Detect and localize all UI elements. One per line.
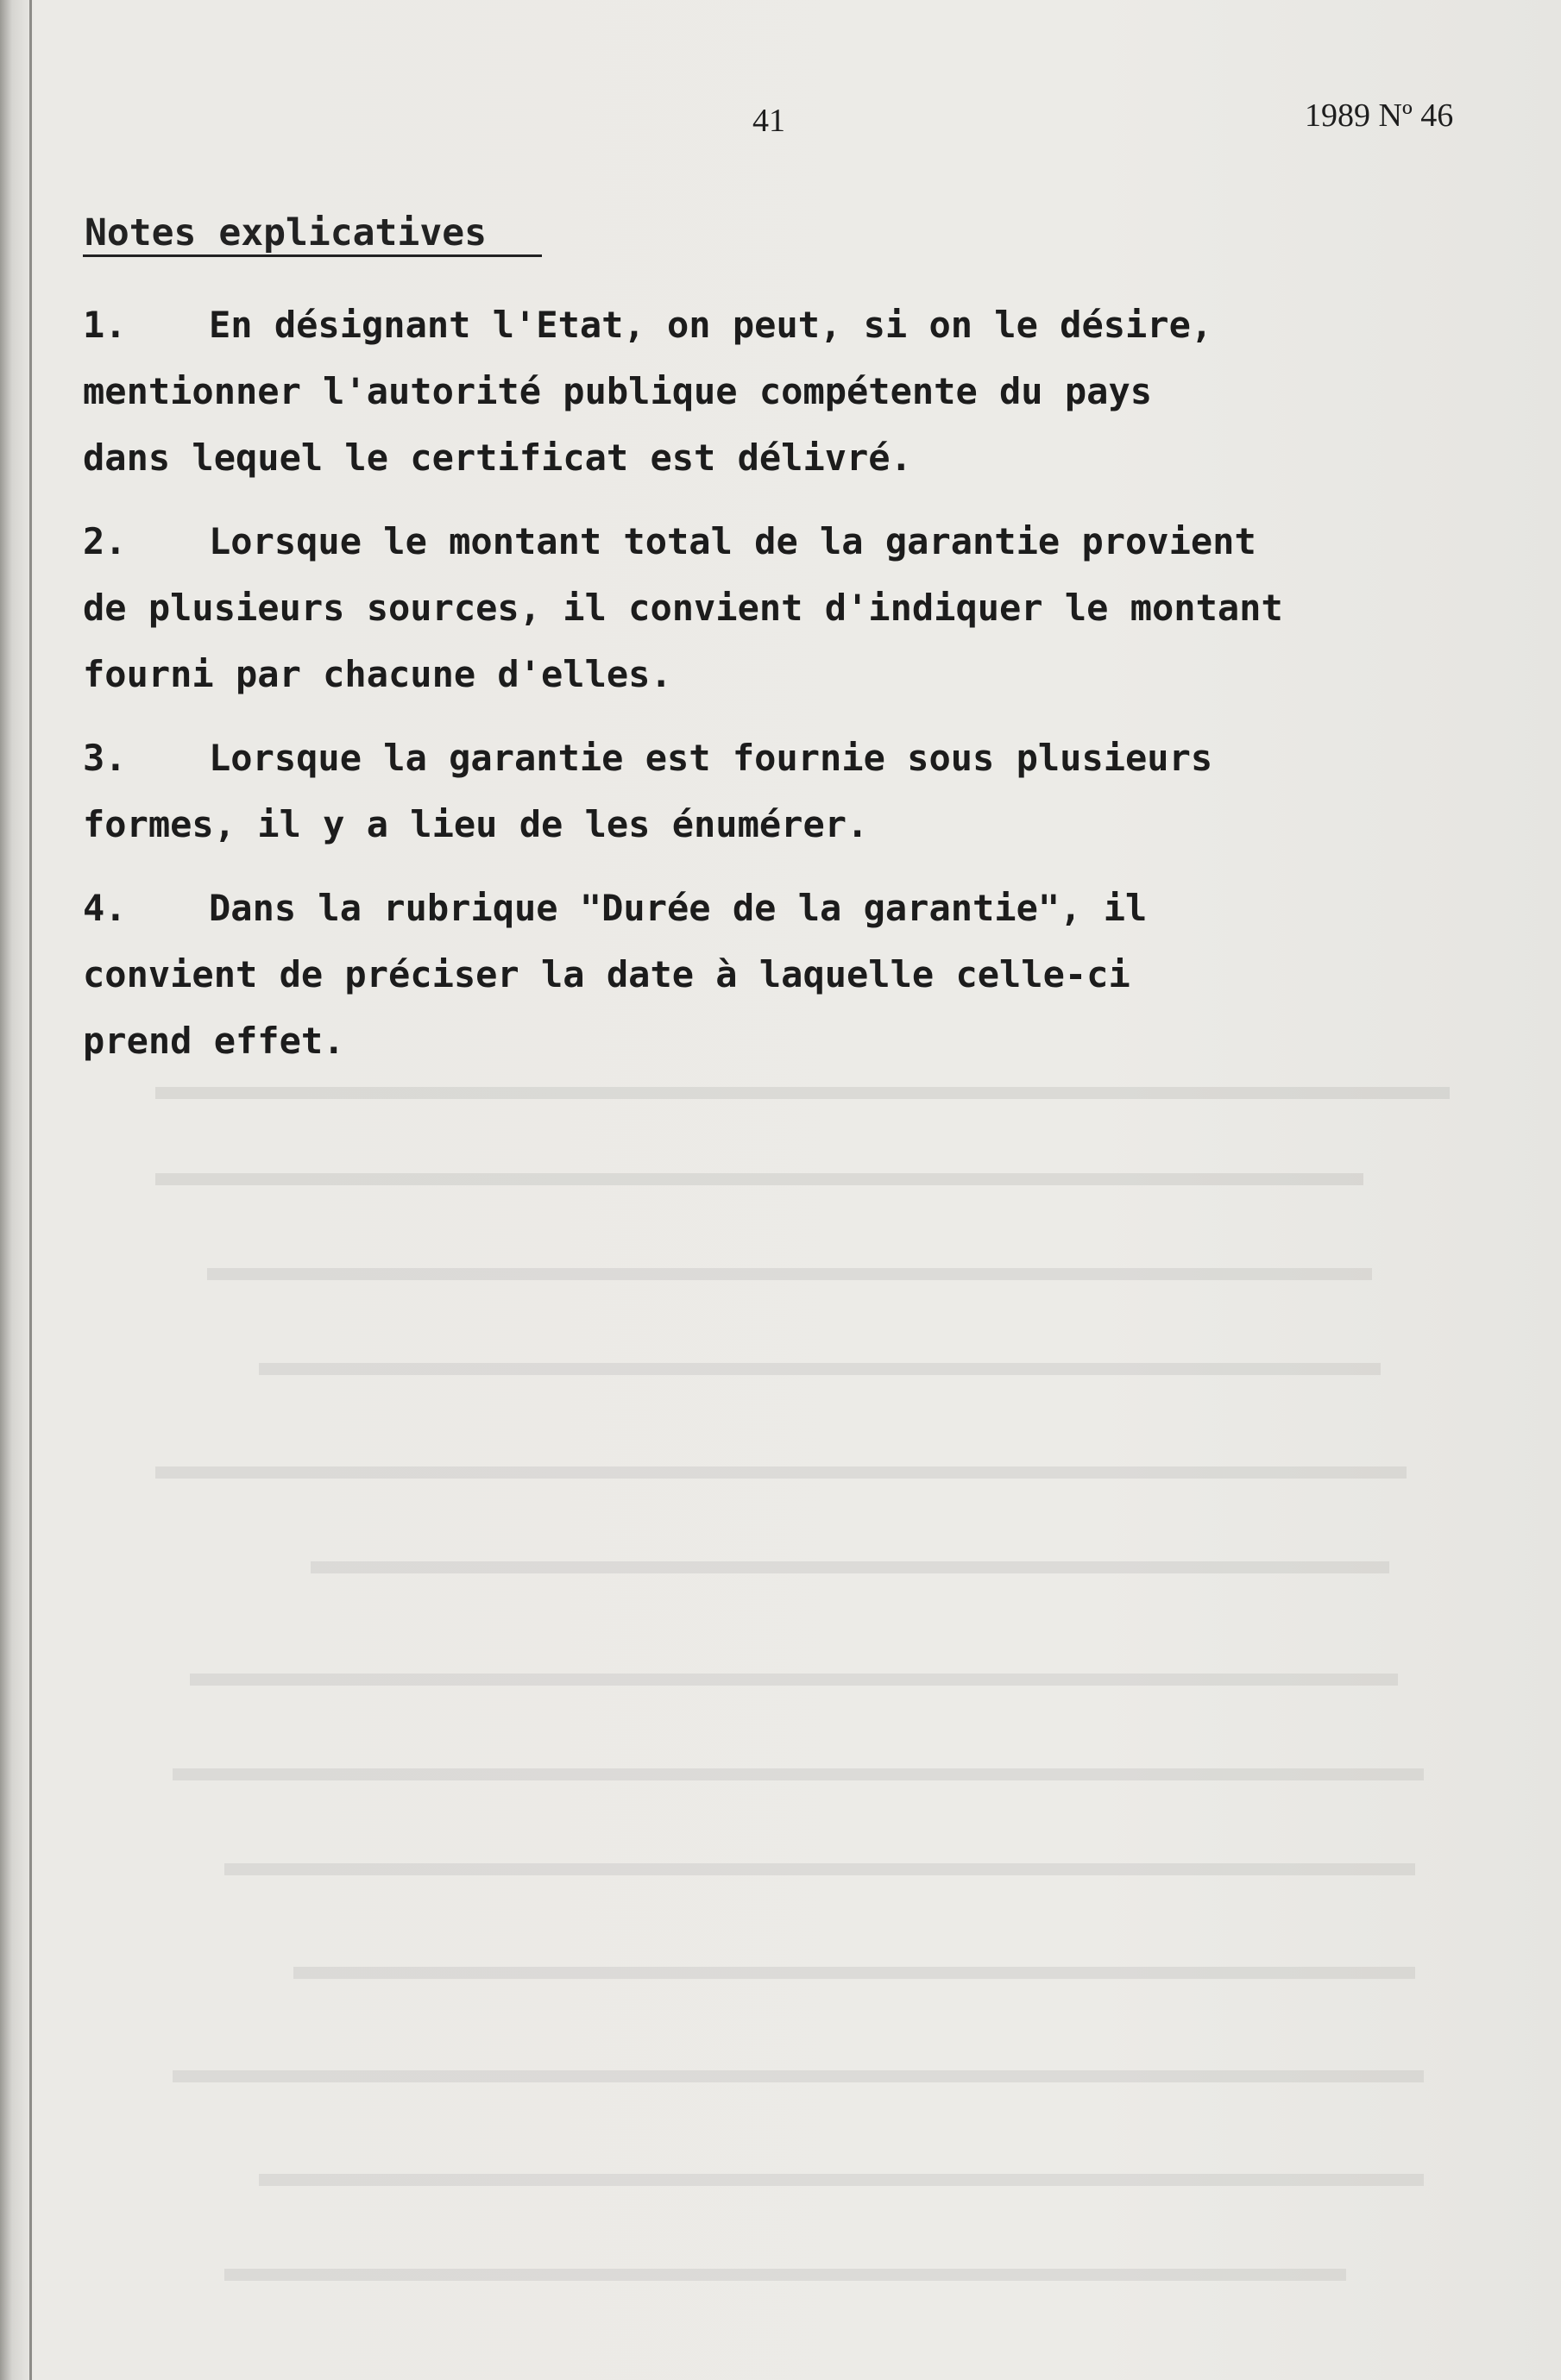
note-item [83, 875, 1498, 1074]
show-through-line [224, 2269, 1346, 2281]
binding-edge [29, 0, 32, 2380]
note-text-line: formes, il y a lieu de les énumérer. [83, 803, 869, 845]
show-through-line [173, 2070, 1424, 2082]
show-through-line [259, 1363, 1381, 1375]
note-text-line: Lorsque le montant total de la garantie provient [209, 520, 1256, 562]
show-through-line [155, 1466, 1407, 1479]
document-reference: 1989 Nº 46 [1305, 97, 1454, 134]
show-through-line [190, 1674, 1398, 1686]
title-underline [83, 254, 542, 257]
note-number: 4. [83, 887, 127, 929]
note-text-line: fourni par chacune d'elles. [83, 653, 672, 695]
note-text-line: Dans la rubrique "Durée de la garantie", il [209, 887, 1148, 929]
show-through-line [207, 1268, 1372, 1280]
note-text-line: dans lequel le certificat est délivré. [83, 436, 912, 479]
note-text-line: de plusieurs sources, il convient d'indiquer le montant [83, 587, 1283, 629]
show-through-line [293, 1967, 1415, 1979]
note-number: 1. [83, 304, 127, 346]
show-through-line [173, 1768, 1424, 1780]
show-through-line [311, 1561, 1389, 1573]
note-number: 3. [83, 737, 127, 779]
page-number: 41 [752, 103, 785, 139]
note-item [83, 292, 1498, 491]
notes-list [83, 292, 1498, 1091]
note-item [83, 508, 1498, 707]
note-text-line: convient de préciser la date à laquelle celle-ci [83, 953, 1130, 995]
note-text-line: prend effet. [83, 1020, 345, 1062]
show-through-line [155, 1173, 1363, 1185]
note-number: 2. [83, 520, 127, 562]
note-text-line: En désignant l'Etat, on peut, si on le désire, [209, 304, 1213, 346]
note-text-line: Lorsque la garantie est fournie sous plusieurs [209, 737, 1213, 779]
note-item [83, 725, 1498, 857]
show-through-line [259, 2174, 1424, 2186]
note-text-line: mentionner l'autorité publique compétente du pays [83, 370, 1153, 412]
section-title: Notes explicatives [85, 211, 487, 254]
show-through-line [224, 1863, 1415, 1875]
